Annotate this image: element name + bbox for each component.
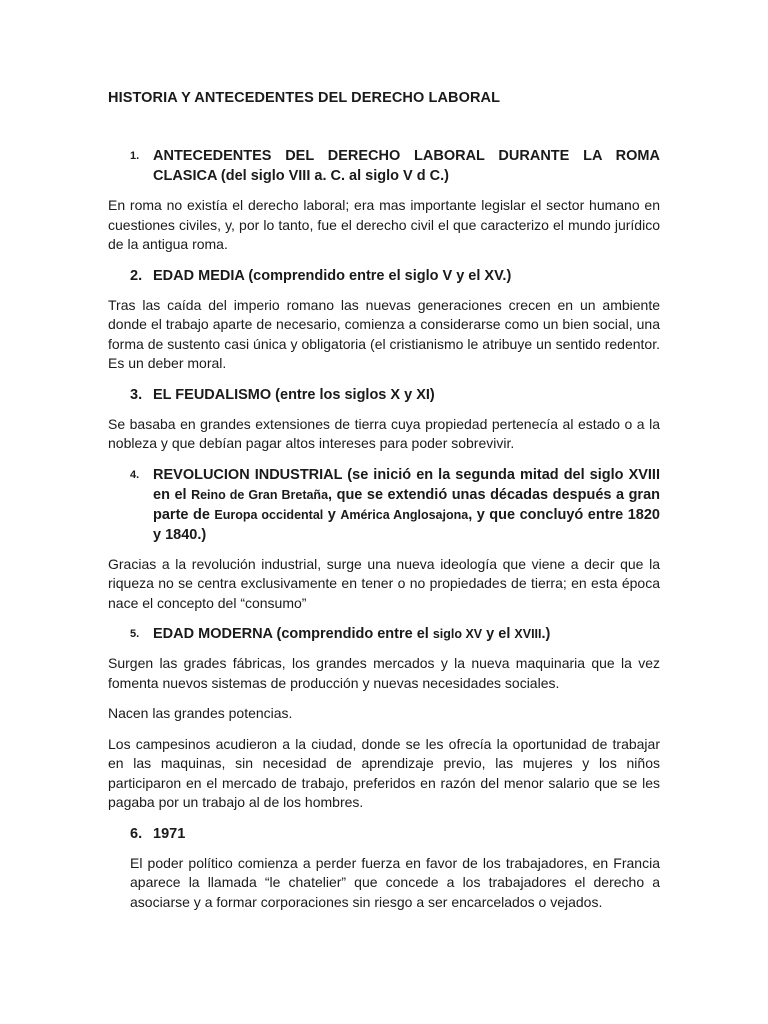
section-title xyxy=(153,465,660,545)
section-heading-3 xyxy=(130,385,660,405)
document-title: HISTORIA Y ANTECEDENTES DEL DERECHO LABORAL xyxy=(108,90,501,106)
section-paragraph: Gracias a la revolución industrial, surge una nueva ideología que viene a decir que la riqueza no se centra exclusivamente en tener o no propiedades de tierra; en esta época nace el concepto del “consumo” xyxy=(108,555,660,611)
section-paragraph: Los campesinos acudieron a la ciudad, donde se les ofrecía la oportunidad de trabajar en las maquinas, sin necesidad de aprendizaje previo, las mujeres y los niños participaron en el mercado de trabajo, preferidos en razón del menor salario que se les pagaba por un trabajo al de los hombres. xyxy=(108,735,660,810)
heading-place-name: América Anglosajona xyxy=(340,507,469,522)
section-number: 1. xyxy=(130,150,140,162)
heading-place-name: Reino de Gran Bretaña xyxy=(191,487,329,502)
section-paragraph: En roma no existía el derecho laboral; era mas importante legislar el sector humano en cuestiones civiles, y, por lo tanto, fue el derecho civil el que caracterizo el mundo jurídico de la antigua roma. xyxy=(108,197,660,252)
section-title: EL FEUDALISMO (entre los siglos X y XI) xyxy=(153,386,435,403)
section-number: 5. xyxy=(130,628,140,640)
section-heading-1 xyxy=(130,146,660,186)
heading-text: EDAD MODERNA (comprendido entre el xyxy=(153,626,433,642)
section-title: 1971 xyxy=(153,825,186,842)
heading-place-name: Europa occidental xyxy=(214,507,324,522)
section-paragraph: Se basaba en grandes extensiones de tierra cuya propiedad pertenecía al estado o a la nobleza y que debían pagar altos intereses para poder sobrevivir. xyxy=(108,415,660,451)
section-number: 2. xyxy=(130,267,143,284)
heading-text: , que se extendió unas décadas después a gran parte de xyxy=(153,486,660,523)
section-heading-6 xyxy=(130,824,660,844)
heading-text: y xyxy=(323,506,341,523)
section-heading-4 xyxy=(130,465,660,545)
section-paragraph: Nacen las grandes potencias. xyxy=(108,705,293,721)
section-number: 6. xyxy=(130,825,143,842)
heading-text: , y que concluyó entre 1820 y 1840.) xyxy=(153,506,660,543)
heading-text: y el xyxy=(482,626,515,642)
section-heading-2 xyxy=(130,266,660,286)
heading-text: REVOLUCION INDUSTRIAL (se inició en la segunda mitad del siglo XVIII en el xyxy=(153,466,660,503)
section-number: 4. xyxy=(130,468,140,481)
section-paragraph: Surgen las grades fábricas, los grandes mercados y la nueva maquinaria que la vez fomenta nuevos sistemas de producción y nuevas necesidades sociales. xyxy=(108,655,660,691)
heading-century: XVIII xyxy=(514,627,542,641)
section-title xyxy=(153,624,660,644)
section-title: ANTECEDENTES DEL DERECHO LABORAL DURANTE LA ROMA CLASICA (del siglo VIII a. C. al siglo V d C.) xyxy=(153,148,660,184)
section-paragraph: El poder político comienza a perder fuerza en favor de los trabajadores, en Francia aparece la llamada “le chatelier” que concede a los trabajadores el derecho a asociarse y a formar corporaciones sin riesgo a ser encarcelados o vejados. xyxy=(130,854,660,910)
heading-century: siglo XV xyxy=(432,627,483,641)
section-paragraph: Tras las caída del imperio romano las nuevas generaciones crecen en un ambiente donde el trabajo aparte de necesario, comienza a considerarse como un bien social, una forma de sustento casi única y obligatoria (el cristianismo le atribuye un sentido redentor. Es un deber moral. xyxy=(108,296,660,371)
heading-text: .) xyxy=(541,626,551,642)
section-title: EDAD MEDIA (comprendido entre el siglo V y el XV.) xyxy=(153,267,512,284)
section-number: 3. xyxy=(130,386,143,403)
section-heading-5 xyxy=(130,624,660,644)
